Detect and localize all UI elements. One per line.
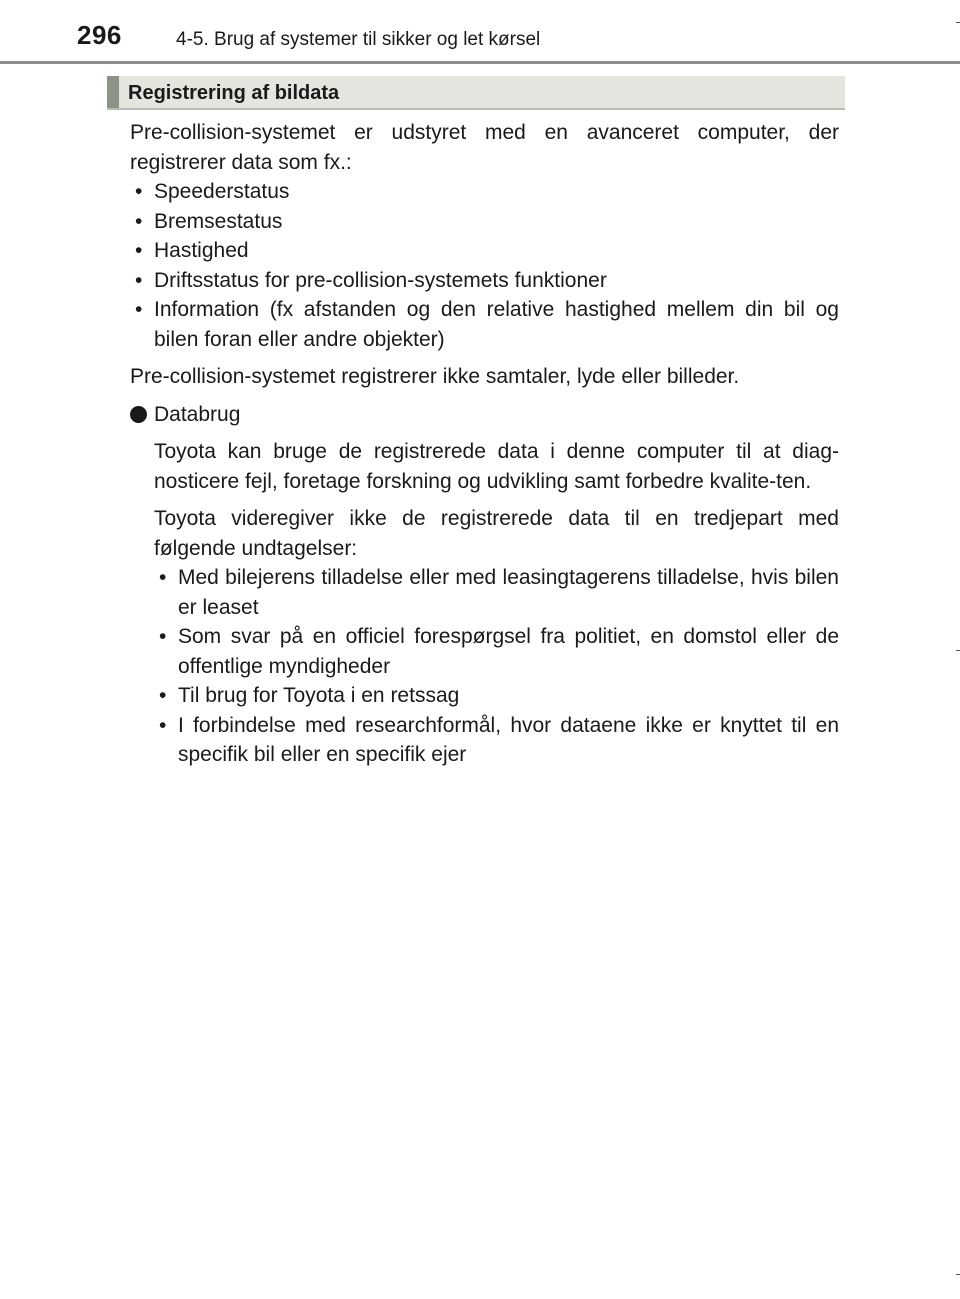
list-item-text: Hastighed xyxy=(154,239,249,262)
filled-circle-icon xyxy=(130,406,147,423)
crop-mark-top xyxy=(956,22,960,23)
running-head: 4-5. Brug af systemer til sikker og let kørsel xyxy=(176,29,541,50)
list-item-text: Speederstatus xyxy=(154,180,290,203)
section-heading-bar xyxy=(107,76,119,108)
data-use-paragraph-1: Toyota kan bruge de registrerede data i denne computer til at diag-nosticere fejl, foretage forskning og udvikling samt forbedre kvalite-ten. xyxy=(154,440,839,493)
list-item-text: Driftsstatus for pre-collision-systemets funktioner xyxy=(154,268,607,292)
list-item xyxy=(130,236,839,266)
section-title: Registrering af bildata xyxy=(128,82,340,104)
list-item xyxy=(130,295,839,354)
list-item-text: Information (fx afstanden og den relative hastighed mellem din bil og bilen foran eller andre objekter) xyxy=(154,298,839,351)
page-number: 296 xyxy=(77,20,122,50)
bullet-icon: • xyxy=(135,239,143,262)
bullet-icon: • xyxy=(135,209,143,233)
data-use-heading xyxy=(130,400,839,430)
list-item xyxy=(154,563,839,622)
bullet-icon: • xyxy=(159,713,167,737)
bullet-icon: • xyxy=(135,298,143,321)
main-content xyxy=(130,118,839,770)
list-item xyxy=(154,681,839,711)
bullet-icon: • xyxy=(159,684,167,707)
list-item xyxy=(154,711,839,770)
data-use-block xyxy=(154,437,839,770)
section-heading xyxy=(107,76,845,110)
list-item-text: I forbindelse med researchformål, hvor dataene ikke er knyttet til en specifik bil eller en specifik ejer xyxy=(178,713,839,766)
bullet-icon: • xyxy=(135,180,143,203)
list-item-text: Bremsestatus xyxy=(154,209,283,233)
list-item xyxy=(130,266,839,296)
bullet-icon: • xyxy=(159,566,167,589)
data-use-heading-text: Databrug xyxy=(154,402,241,426)
list-item xyxy=(130,177,839,207)
list-item xyxy=(130,207,839,237)
list-item-text: Til brug for Toyota i en retssag xyxy=(178,684,460,707)
list-item-text: Med bilejerens tilladelse eller med leasingtagerens tilladelse, hvis bilen er leaset xyxy=(178,566,839,619)
header-rule xyxy=(0,61,960,64)
data-use-paragraph-2: Toyota videregiver ikke de registrerede data til en tredjepart med følgende undtagelser: xyxy=(154,507,839,560)
recorded-items-list xyxy=(130,177,839,354)
crop-mark-bottom xyxy=(956,1274,960,1275)
bullet-icon: • xyxy=(159,625,167,648)
list-item-text: Som svar på en officiel forespørgsel fra politiet, en domstol eller de offentlige myndigheder xyxy=(178,625,839,678)
not-recorded-paragraph: Pre-collision-systemet registrerer ikke samtaler, lyde eller billeder. xyxy=(130,365,740,388)
bullet-icon: • xyxy=(135,268,143,292)
intro-paragraph: Pre-collision-systemet er udstyret med en avanceret computer, der registrerer data som fx.: xyxy=(130,121,839,174)
exceptions-list xyxy=(154,563,839,770)
list-item xyxy=(154,622,839,681)
crop-mark-middle xyxy=(956,650,960,651)
